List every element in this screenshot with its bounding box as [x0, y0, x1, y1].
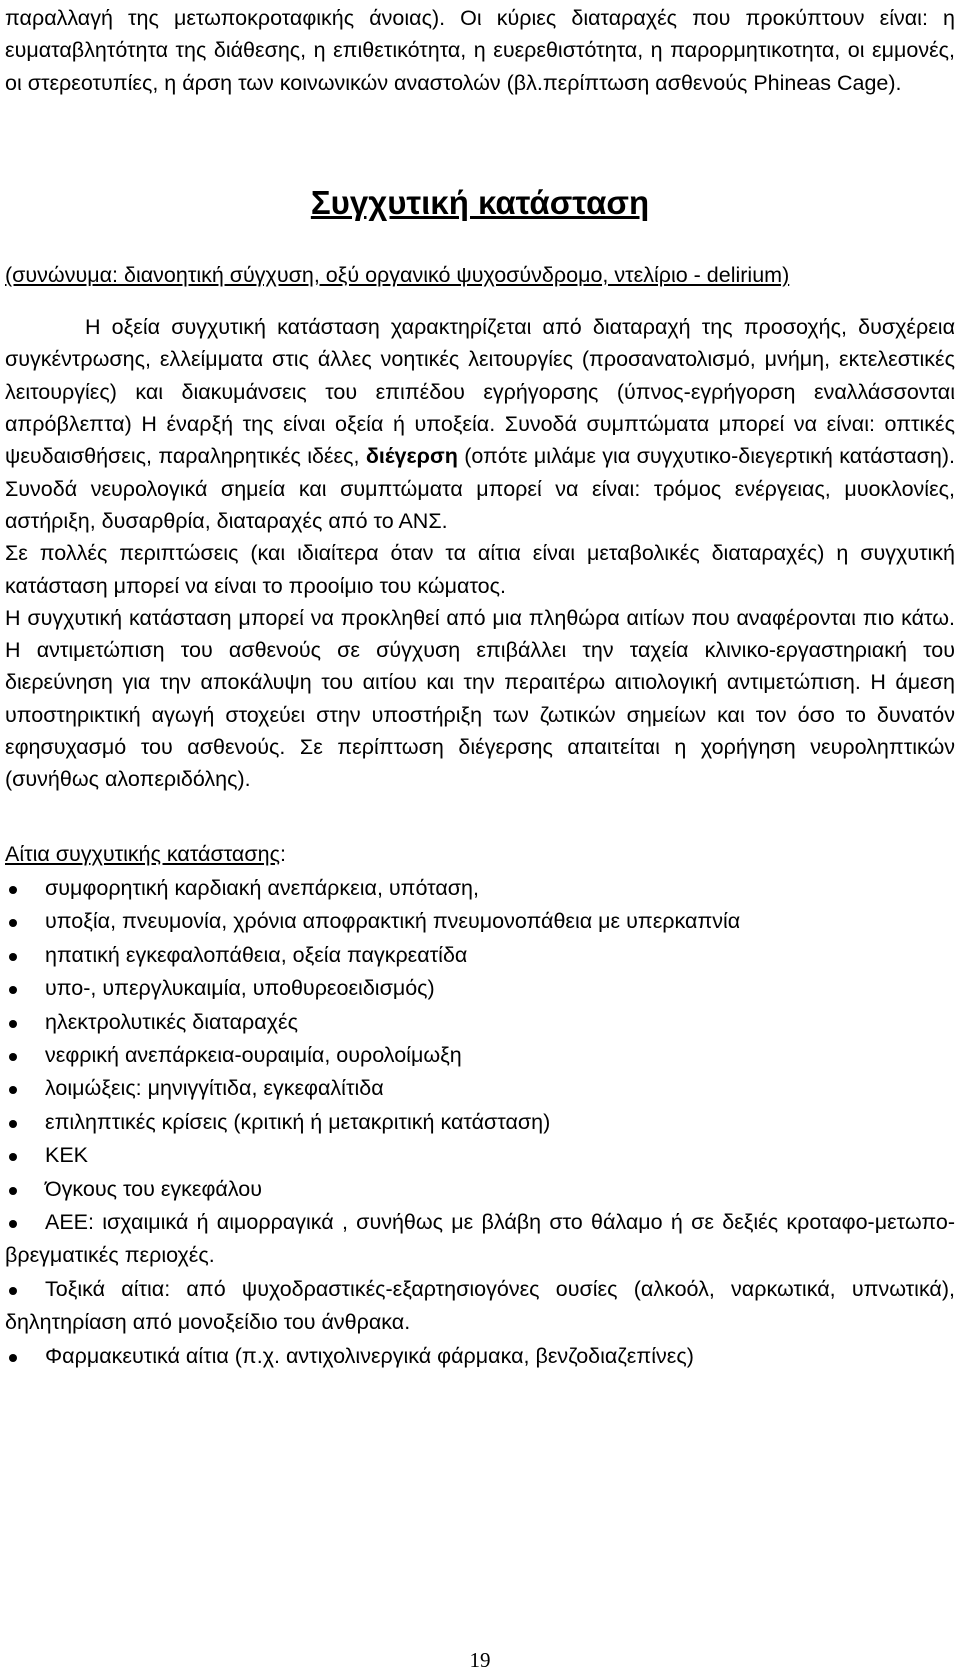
- cause-list-item: [5, 1340, 955, 1373]
- bullet-icon: [9, 1354, 17, 1362]
- cause-list-item: [5, 939, 955, 972]
- cause-list-item: [5, 1006, 955, 1039]
- cause-text: νεφρική ανεπάρκεια-ουραιμία, ουρολοίμωξη: [45, 1042, 462, 1067]
- bullet-icon: [9, 919, 17, 927]
- cause-list-item: [5, 905, 955, 938]
- cause-text: υποξία, πνευμονία, χρόνια αποφρακτική πνευμονοπάθεια με υπερκαπνία: [45, 909, 741, 934]
- cause-list-item: [5, 1039, 955, 1072]
- main-paragraph: [5, 311, 955, 795]
- causes-heading: Αίτια συγχυτικής κατάστασης: [5, 841, 280, 866]
- main-paragraph-part1: Η οξεία συγχυτική κατάσταση χαρακτηρίζεται από διαταραχή της προσοχής, δυσχέρεια συγκέντρωσης, ελλείμματα στις άλλες νοητικές λειτουργίες (προσανατολισμό, μνήμη, εκτελεστικές λειτουργίες) και διακυμάνσεις του επιπέδου εγρήγορσης (ύπνος-εγρήγορση εναλλάσσονται απρόβλεπτα) Η έναρξή της είναι οξεία ή υποξεία. Συνοδά συμπτώματα μπορεί να είναι: οπτικές ψευδαισθήσεις, παραληρητικές ιδέες,: [5, 315, 955, 469]
- cause-text: λοιμώξεις: μηνιγγίτιδα, εγκεφαλίτιδα: [45, 1076, 384, 1101]
- cause-list-item: [5, 872, 955, 905]
- cause-text: υπο-, υπεργλυκαιμία, υποθυρεοειδισμός): [45, 976, 435, 1001]
- bullet-icon: [9, 1020, 17, 1028]
- cause-list-item: [5, 1106, 955, 1139]
- main-paragraph-part2: (οπότε μιλάμε για συγχυτικο-διεγερτική κατάσταση). Συνοδά νευρολογικά σημεία και συμπτώματα μπορεί να είναι: τρόμος ενέργειας, μυοκλονίες, αστήριξη, δυσαρθρία, διαταραχές από το ΑΝΣ.: [5, 444, 955, 533]
- cause-text: συμφορητική καρδιακή ανεπάρκεια, υπόταση,: [45, 875, 479, 900]
- agitation-emphasis: διέγερση: [365, 444, 458, 469]
- section-title: Συγχυτική κατάσταση: [310, 183, 650, 221]
- cause-list-item: [5, 1072, 955, 1105]
- cause-text: Τοξικά αίτια: από ψυχοδραστικές-εξαρτησιογόνες ουσίες (αλκοόλ, ναρκωτικά, υπνωτικά), δηλητηρίαση από μονοξείδιο του άνθρακα.: [5, 1276, 955, 1335]
- causes-heading-colon: :: [279, 841, 286, 866]
- cause-text: ηλεκτρολυτικές διαταραχές: [45, 1009, 298, 1034]
- cause-text: ηπατική εγκεφαλοπάθεια, οξεία παγκρεατίδα: [45, 942, 468, 967]
- bullet-icon: [9, 1187, 17, 1195]
- intro-paragraph: παραλλαγή της μετωποκροταφικής άνοιας). Οι κύριες διαταραχές που προκύπτουν είναι: η ευματαβλητότητα της διάθεσης, η επιθετικότητα, η ευερεθιστότητα, η παρορμητικοτητα, οι εμμονές, οι στερεοτυπίες, η άρση των κοινωνικών αναστολών (βλ.περίπτωση ασθενούς Phineas Cage).: [5, 6, 955, 95]
- management-paragraph: Η συγχυτική κατάσταση μπορεί να προκληθεί από μια πληθώρα αιτίων που αναφέρονται πιο κάτω. Η αντιμετώπιση του ασθενούς σε σύγχυση επιβάλλει την ταχεία κλινικο-εργαστηριακή του διερεύνηση για την αποκάλυψη του αιτίου και την περαιτέρω αιτιολογική αντιμετώπιση. Η άμεση υποστηρικτική αγωγή στοχεύει στην υποστήριξη των ζωτικών σημείων και τον όσο το δυνατόν εφησυχασμό του ασθενούς. Σε περίπτωση διέγερσης απαιτείται η χορήγηση νευροληπτικών (συνήθως αλοπεριδόλης).: [5, 605, 955, 792]
- cause-text: επιληπτικές κρίσεις (κριτική ή μετακριτική κατάσταση): [45, 1109, 551, 1134]
- page-number: 19: [469, 1648, 491, 1672]
- cause-list-item: [5, 1206, 955, 1273]
- bullet-icon: [9, 986, 17, 994]
- bullet-icon: [9, 886, 17, 894]
- causes-section: [5, 796, 955, 1373]
- bullet-icon: [9, 1120, 17, 1128]
- cause-list-item: [5, 1173, 955, 1206]
- bullet-icon: [9, 1053, 17, 1061]
- bullet-icon: [9, 1287, 17, 1295]
- cause-text: Φαρμακευτικά αίτια (π.χ. αντιχολινεργικά φάρμακα, βενζοδιαζεπίνες): [45, 1343, 694, 1368]
- bullet-icon: [9, 1220, 17, 1228]
- bullet-icon: [9, 1153, 17, 1161]
- coma-paragraph: Σε πολλές περιπτώσεις (και ιδιαίτερα όταν τα αίτια είναι μεταβολικές διαταραχές) η συγχυτική κατάσταση μπορεί να είναι το προοίμιο του κώματος.: [5, 541, 955, 598]
- synonyms-line: (συνώνυμα: διανοητική σύγχυση, οξύ οργανικό ψυχοσύνδρομο, ντελίριο - delirium): [5, 262, 790, 287]
- cause-list-item: [5, 972, 955, 1005]
- cause-text: Όγκους του εγκεφάλου: [45, 1176, 262, 1201]
- cause-list-item: [5, 1139, 955, 1172]
- bullet-icon: [9, 1086, 17, 1094]
- document-page: [5, 0, 955, 1373]
- cause-list-item: [5, 1273, 955, 1340]
- cause-text: ΚΕΚ: [45, 1143, 89, 1168]
- bullet-icon: [9, 953, 17, 961]
- causes-list: [5, 872, 955, 1373]
- cause-text: ΑΕΕ: ισχαιμικά ή αιμορραγικά , συνήθως με βλάβη στο θάλαμο ή σε δεξιές κροταφο-μετωπο-βρεγματικές περιοχές.: [5, 1210, 955, 1268]
